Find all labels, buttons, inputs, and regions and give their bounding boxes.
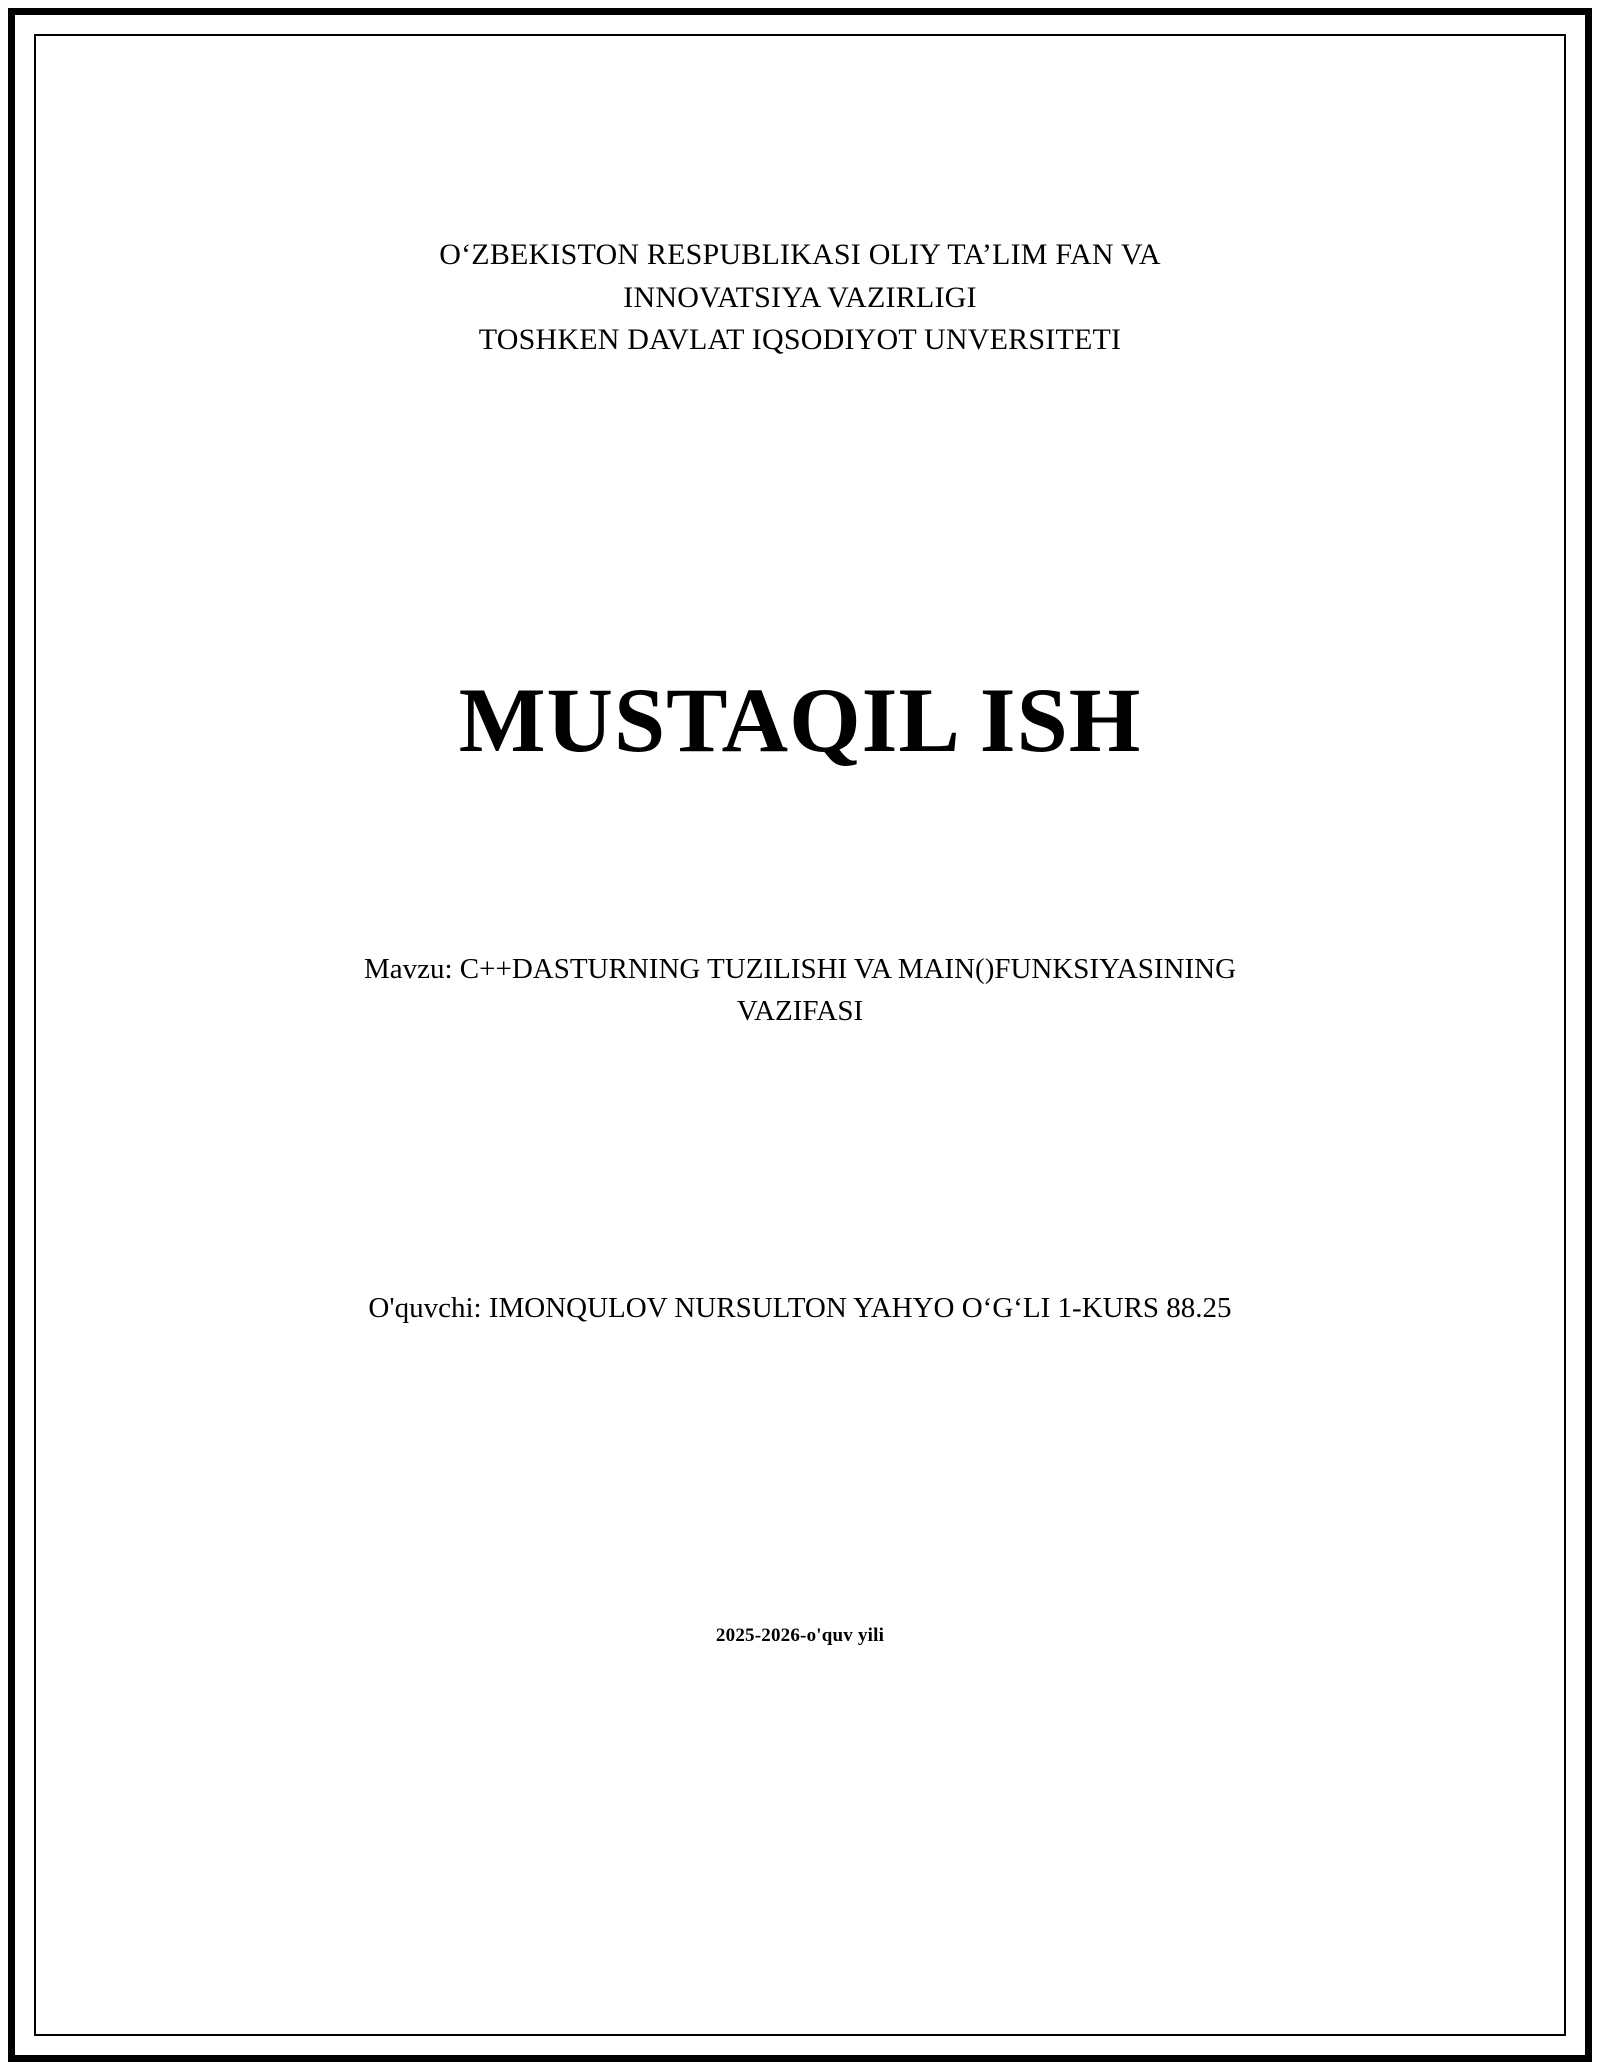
subject-heading	[154, 948, 1446, 1032]
organization-line-3: TOSHKEN DAVLAT IQSODIYOT UNVERSITETI	[478, 323, 1122, 357]
organization-line-1: O‘ZBEKISTON RESPUBLIKASI OLIY TA’LIM FAN VA	[439, 238, 1161, 271]
academic-year-footer: 2025-2026-o'quv yili	[715, 1624, 885, 1646]
page-title: MUSTAQIL ISH	[458, 668, 1142, 771]
student-line: O'quvchi: IMONQULOV NURSULTON YAHYO O‘G‘LI 1-KURS 88.25	[368, 1292, 1232, 1325]
subject-line-1: Mavzu: C++DASTURNING TUZILISHI VA MAIN()FUNKSIYASINING	[363, 953, 1237, 986]
student-info	[154, 1287, 1446, 1329]
cover-page-content	[34, 34, 1566, 2036]
organization-line-2: INNOVATSIYA VAZIRLIGI	[623, 280, 977, 314]
subject-line-2: VAZIFASI	[736, 995, 864, 1028]
organization-heading	[154, 234, 1446, 362]
